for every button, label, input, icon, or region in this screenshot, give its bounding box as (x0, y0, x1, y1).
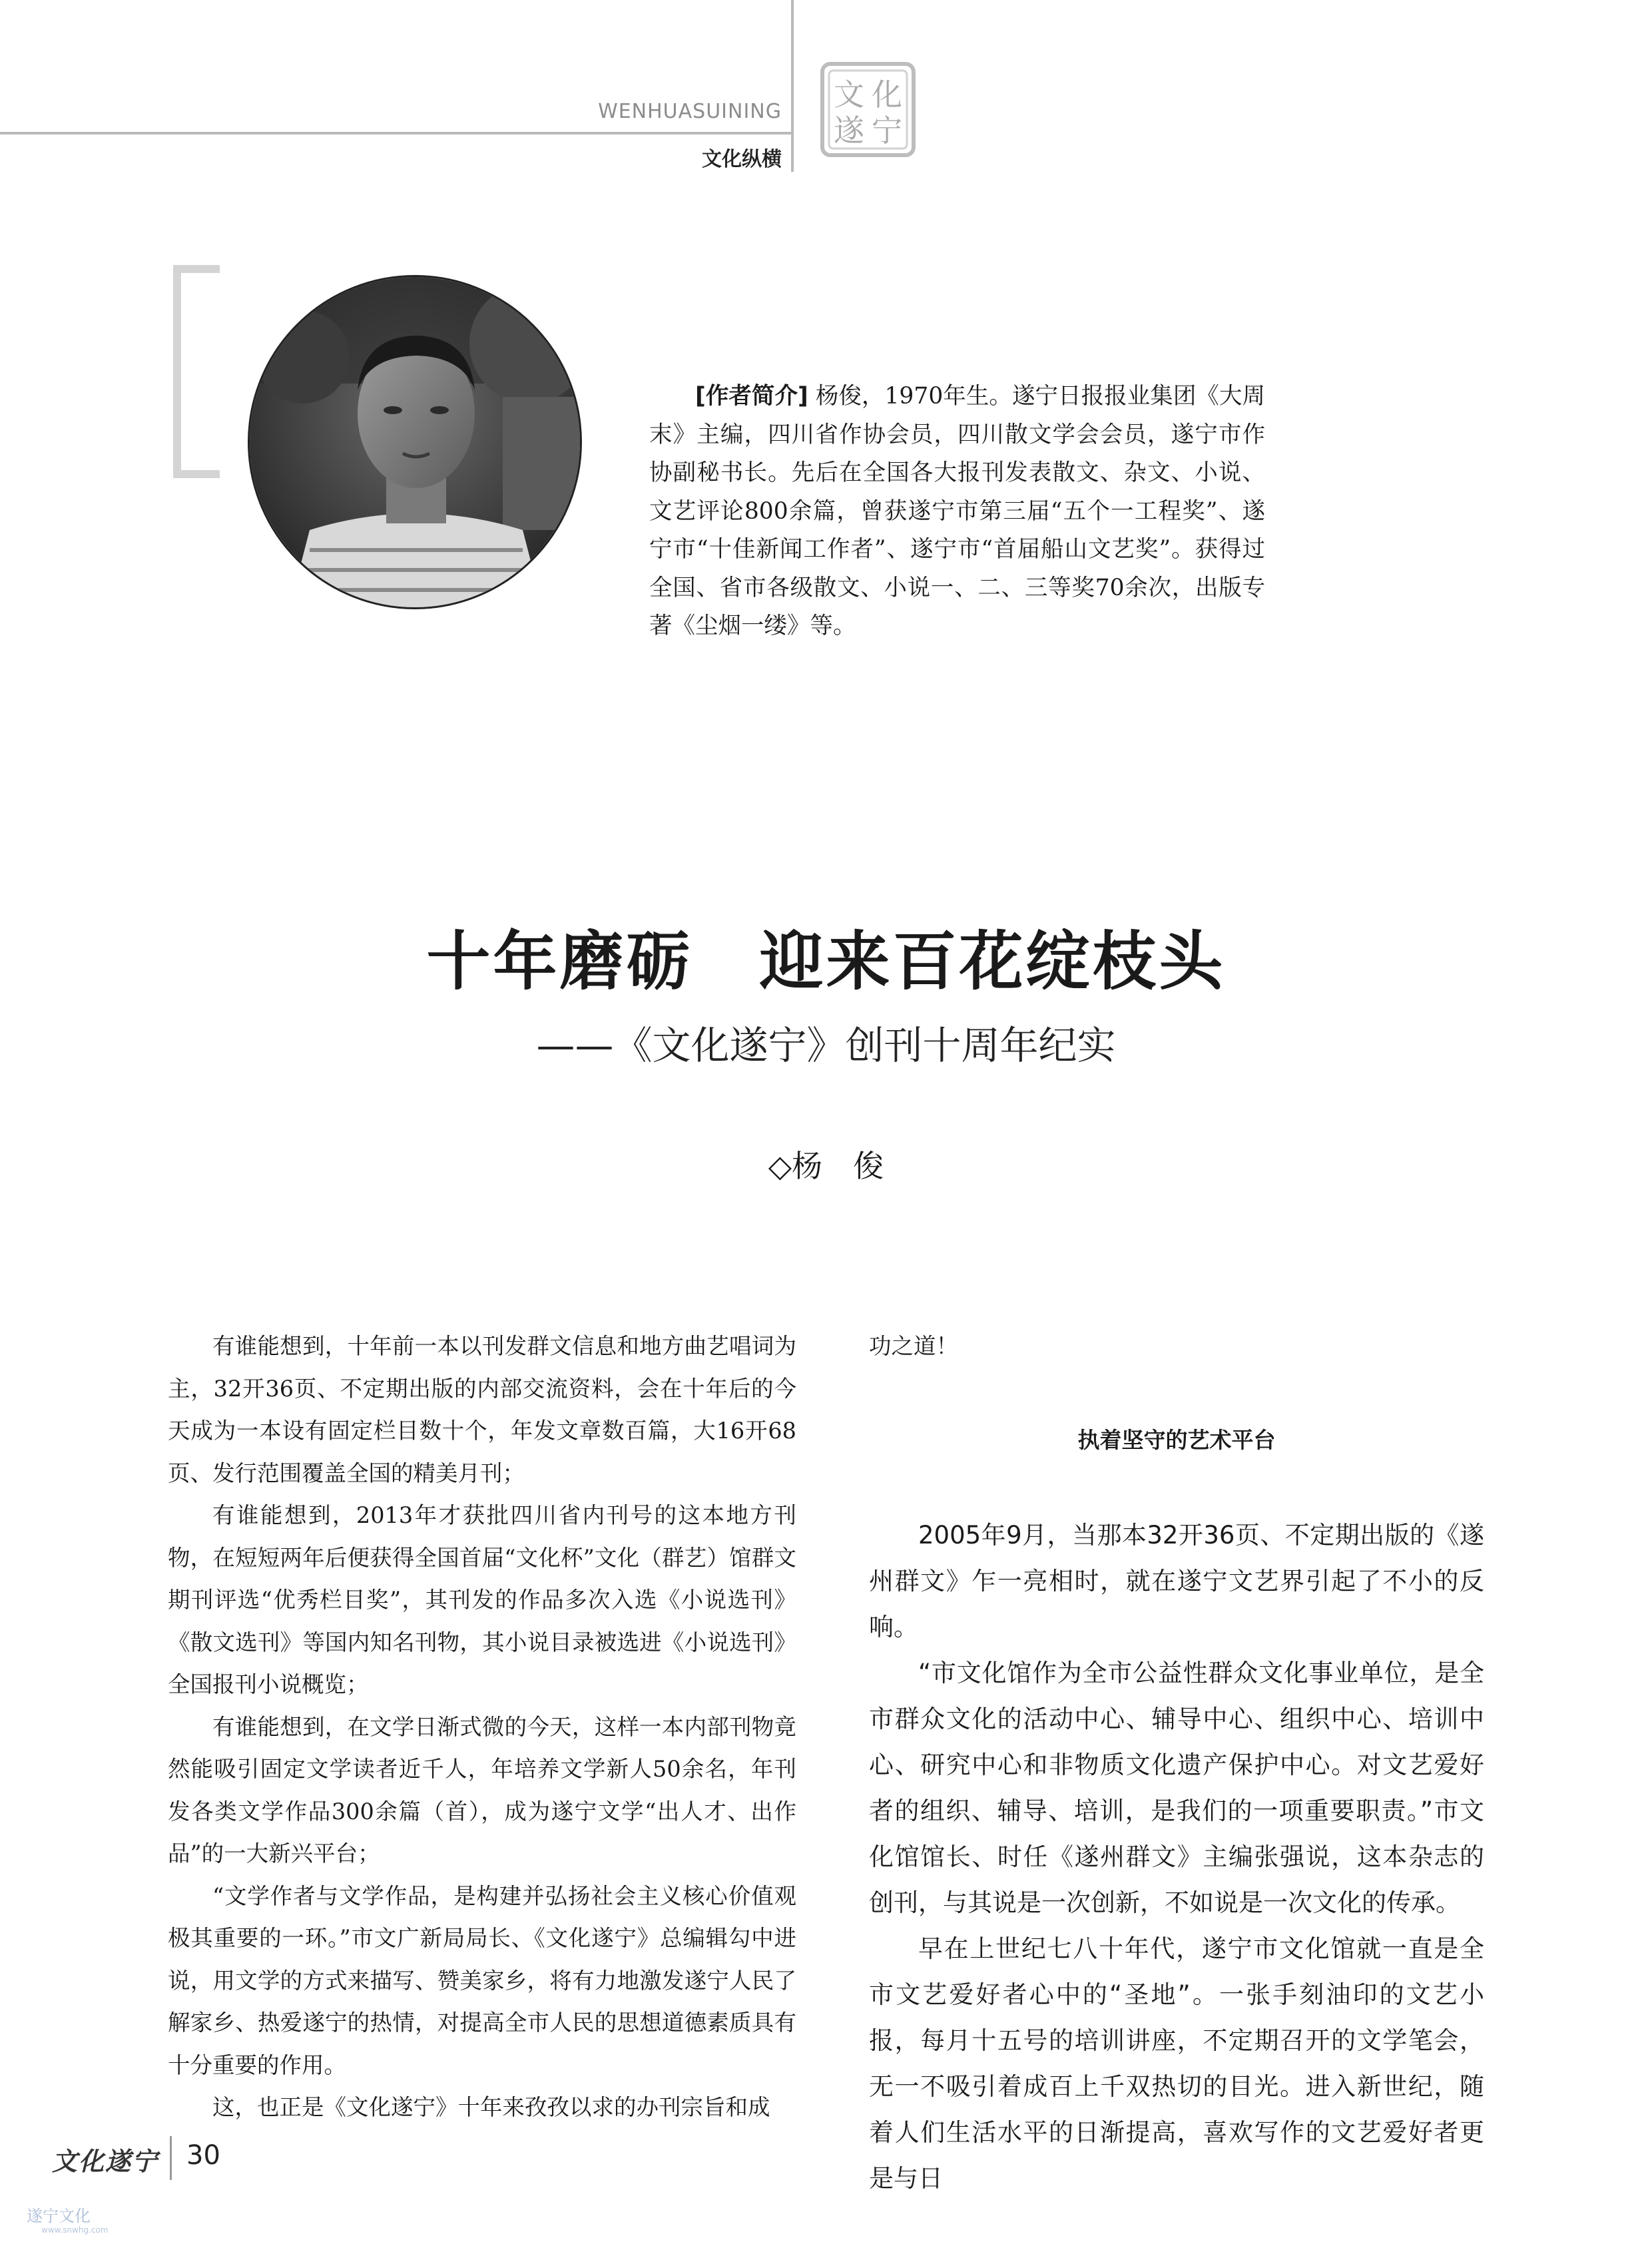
article-author: ◇杨 俊 (768, 1148, 884, 1184)
author-portrait (248, 275, 582, 609)
bio-text: 杨俊，1970年生。遂宁日报报业集团《大周末》主编，四川省作协会员，四川散文学会会员，遂宁市作协副秘书长。先后在全国各大报刊发表散文、杂文、小说、文艺评论800余篇，曾获遂宁市第三届“五个一工程奖”、遂宁市“十佳新闻工作者”、遂宁市“首届船山文艺奖”。获得过全国、省市各级散文、小说一、二、三等奖70余次，出版专著《尘烟一缕》等。 (649, 383, 1265, 639)
svg-text:遂: 遂 (834, 113, 864, 148)
svg-text:宁: 宁 (872, 113, 902, 148)
portrait-photo (250, 277, 580, 607)
bio-label: [作者简介] (695, 383, 808, 410)
paragraph: 这，也正是《文化遂宁》十年来孜孜以求的办刊宗旨和成 (212, 2094, 770, 2120)
svg-text:化: 化 (872, 77, 902, 113)
paragraph: 有谁能想到，在文学日渐式微的今天，这样一本内部刊物竟然能吸引固定文学读者近千人，年培养文学新人50余名，年刊发各类文学作品300余篇（首），成为遂宁文学“出人才、出作品”的一大新兴平台； (168, 1713, 796, 1866)
footer-separator (170, 2136, 172, 2180)
paragraph: 有谁能想到，十年前一本以刊发群文信息和地方曲艺唱词为主，32开36页、不定期出版的内部交流资料，会在十年后的今天成为一本设有固定栏目数十个，年发文章数百篇，大16开68页、发行范围覆盖全国的精美月刊； (168, 1333, 796, 1486)
header-vertical-rule (791, 0, 794, 172)
watermark: 遂宁文化 (27, 2207, 91, 2225)
header-section-name: 文化纵横 (702, 148, 782, 171)
paragraph: 早在上世纪七八十年代，遂宁市文化馆就一直是全市文艺爱好者心中的“圣地”。一张手刻油印的文艺小报，每月十五号的培训讲座，不定期召开的文学笔会，无一不吸引着成百上千双热切的目光。进入新世纪，随着人们生活水平的日渐提高，喜欢写作的文艺爱好者更是与日 (869, 1934, 1484, 2193)
watermark-url: www.snwhg.com (41, 2225, 109, 2235)
decorative-bracket (173, 265, 220, 478)
paragraph: 有谁能想到，2013年才获批四川省内刊号的这本地方刊物，在短短两年后便获得全国首届“文化杯”文化（群艺）馆群文期刊评选“优秀栏目奖”，其刊发的作品多次入选《小说选刊》《散文选刊》等国内知名刊物，其小说目录被选进《小说选刊》全国报刊小说概览； (168, 1502, 796, 1697)
paragraph: “文学作者与文学作品，是构建并弘扬社会主义核心价值观极其重要的一环。”市文广新局局长、《文化遂宁》总编辑勾中进说，用文学的方式来描写、赞美家乡，将有力地激发遂宁人民了解家乡、热爱遂宁的热情，对提高全市人民的思想道德素质具有十分重要的作用。 (168, 1882, 796, 2078)
article-subtitle: ——《文化遂宁》创刊十周年纪实 (536, 1023, 1116, 1068)
header-english-title: WENHUASUINING (598, 100, 782, 123)
author-bio (649, 378, 1265, 646)
right-column (869, 1325, 1484, 2201)
header-rule (0, 132, 794, 135)
paragraph: 2005年9月，当那本32开36页、不定期出版的《遂州群文》乍一亮相时，就在遂宁文艺界引起了不小的反响。 (869, 1521, 1484, 1641)
paragraph: “市文化馆作为全市公益性群众文化事业单位，是全市群众文化的活动中心、辅导中心、组织中心、培训中心、研究中心和非物质文化遗产保护中心。对文艺爱好者的组织、辅导、培训，是我们的一项重要职责。”市文化馆馆长、时任《遂州群文》主编张强说，这本杂志的创刊，与其说是一次创新，不如说是一次文化的传承。 (869, 1659, 1484, 1917)
page-number: 30 (186, 2140, 220, 2171)
left-column (168, 1325, 796, 2129)
section-heading: 执着坚守的艺术平台 (1077, 1426, 1276, 1453)
paragraph-continuation: 功之道！ (869, 1333, 958, 1359)
svg-text:文: 文 (834, 77, 864, 113)
footer-brand: 文化遂宁 (52, 2146, 159, 2176)
seal-logo (820, 61, 916, 158)
article-title: 十年磨砺 迎来百花绽枝头 (426, 924, 1226, 999)
